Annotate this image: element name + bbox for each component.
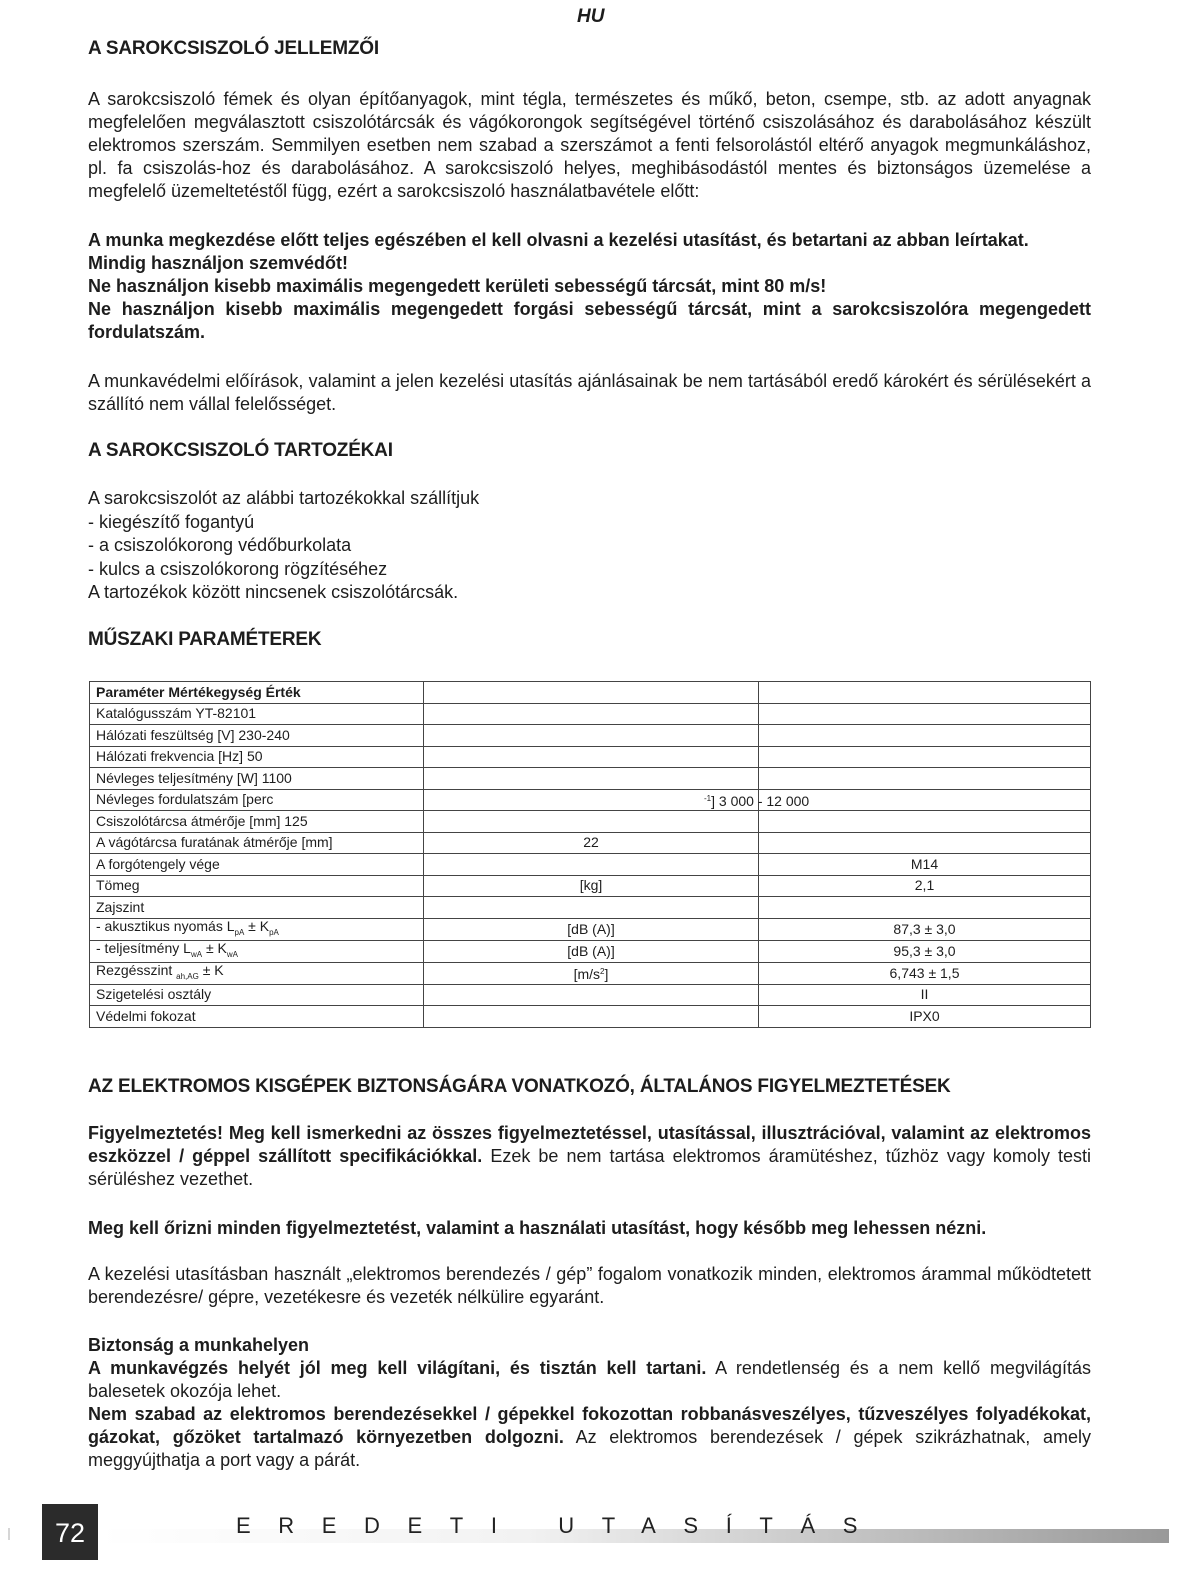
section-title-technical: MŰSZAKI PARAMÉTEREK xyxy=(88,629,322,650)
section-title-safety: AZ ELEKTROMOS KISGÉPEK BIZTONSÁGÁRA VONATKOZÓ, ÁLTALÁNOS FIGYELMEZTETÉSEK xyxy=(88,1076,951,1097)
warnings-block xyxy=(88,229,1091,344)
workplace-safety-block xyxy=(88,1334,1091,1472)
table-header-cell: Paraméter Mértékegység Érték xyxy=(90,682,424,704)
definition-paragraph: A kezelési utasításban használt „elektromos berendezés / gép” fogalom vonatkozik minden, elektromos árammal működtetett berendezésre/ gépre, vezetékesre és vezeték nélkülire egyaránt. xyxy=(88,1264,1091,1307)
workplace-lighting-paragraph: A munkavégzés helyét jól meg kell világítani, és tisztán kell tartani. A rendetlenség és a nem kellő megvilágítás balesetek okozója lehet. xyxy=(88,1358,1091,1401)
workplace-safety-title: Biztonság a munkahelyen xyxy=(88,1335,310,1355)
table-row: - teljesítmény $L_{wA} \pm K_{wA}$ [dB (A)] 95,3 ± 3,0 xyxy=(90,940,1091,962)
table-row: Rezgésszint $_{ah,AG}$ ± K $[m/s^2]$ 6,743 ± 1,5 xyxy=(90,962,1091,984)
explosive-environment-paragraph: Nem szabad az elektromos berendezésekkel / gépekkel fokozottan robbanásveszélyes, tűzveszélyes folyadékokat, gázokat, gőzöket tartalmazó környezetben dolgozni. Az elektromos berendezések / gépek szikrázhatnak, amely meggyújthatja a port vagy a párát. xyxy=(88,1404,1091,1470)
footer-original-instructions: EREDETI UTASÍTÁS xyxy=(236,1513,885,1538)
accessories-list xyxy=(88,487,479,605)
table-row: Védelmi fokozat IPX0 xyxy=(90,1006,1091,1028)
accessory-item: - a csiszolókorong védőburkolata xyxy=(88,535,352,555)
warning-eye-protection: Mindig használjon szemvédőt! xyxy=(88,253,349,273)
keep-instructions-paragraph: Meg kell őrizni minden figyelmeztetést, valamint a használati utasítást, hogy később meg lehessen nézni. xyxy=(88,1218,987,1238)
safety-warning-paragraph: Figyelmeztetés! Meg kell ismerkedni az összes figyelmeztetéssel, utasítással, illusztrációval, valamint az elektromos eszközzel / géppel szállított specifikációkkal. Ezek be nem tartása elektromos áramütéshez, tűzhöz vagy komoly testi sérüléshez vezethet. xyxy=(88,1123,1091,1189)
table-row: Szigetelési osztály II xyxy=(90,984,1091,1006)
table-row: A vágótárcsa furatának átmérője [mm] 22 xyxy=(90,832,1091,854)
section-title-accessories: A SAROKCSISZOLÓ TARTOZÉKAI xyxy=(88,440,393,461)
accessories-note: A tartozékok között nincsenek csiszolótárcsák. xyxy=(88,582,459,602)
table-row: Névleges teljesítmény [W] 1100 xyxy=(90,768,1091,790)
table-row: Katalógusszám YT-82101 xyxy=(90,703,1091,725)
warning-rotational-speed: Ne használjon kisebb maximális megengedett forgási sebességű tárcsát, mint a sarokcsiszolóra megengedett fordulatszám. xyxy=(88,299,1091,342)
technical-parameters-table xyxy=(89,681,1091,1028)
table-row: - akusztikus nyomás $L_{pA} \pm K_{pA}$ [dB (A)] 87,3 ± 3,0 xyxy=(90,918,1091,940)
table-row: Zajszint xyxy=(90,897,1091,919)
warning-peripheral-speed: Ne használjon kisebb maximális megengedett kerületi sebességű tárcsát, mint 80 m/s! xyxy=(88,276,827,296)
section-title-features: A SAROKCSISZOLÓ JELLEMZŐI xyxy=(88,38,379,59)
features-paragraph: A sarokcsiszoló fémek és olyan építőanyagok, mint tégla, természetes és műkő, beton, csempe, stb. az adott anyagnak megfelelően megválasztott csiszolótárcsák és vágókorongok segítségével történő csiszolásához és darabolásához készült elektromos szerszám. Semmilyen esetben nem szabad a szerszámot a fenti felsorolástól eltérő anyagok megmunkáláshoz, pl. fa csiszolás-hoz és darabolásához. A sarokcsiszoló helyes, meghibásodástól mentes és biztonságos üzemelése a megfelelő üzemeltetéstől függ, ezért a sarokcsiszoló használatbavétele előtt: xyxy=(88,89,1091,201)
accessory-item: - kiegészítő fogantyú xyxy=(88,511,255,532)
table-row: Hálózati frekvencia [Hz] 50 xyxy=(90,746,1091,768)
table-row: Tömeg [kg] 2,1 xyxy=(90,875,1091,897)
table-row: A forgótengely vége M14 xyxy=(90,854,1091,876)
table-row: Névleges fordulatszám [perc $^{-1}$] 3 000 - 12 000 xyxy=(90,789,1091,811)
page-number: 72 xyxy=(42,1504,98,1560)
table-header-row xyxy=(90,682,1091,704)
accessory-item: - kulcs a csiszolókorong rögzítéséhez xyxy=(88,558,388,579)
language-code: HU xyxy=(577,6,605,27)
accessories-intro: A sarokcsiszolót az alábbi tartozékokkal szállítjuk xyxy=(88,488,480,508)
table-row: Csiszolótárcsa átmérője [mm] 125 xyxy=(90,811,1091,833)
warning-read-manual: A munka megkezdése előtt teljes egészében el kell olvasni a kezelési utasítást, és betartani az abban leírtakat. xyxy=(88,230,1029,250)
edge-mark xyxy=(8,1528,10,1540)
liability-paragraph: A munkavédelmi előírások, valamint a jelen kezelési utasítás ajánlásainak be nem tartásából eredő károkért és sérülésekért a szállító nem vállal felelősséget. xyxy=(88,371,1091,414)
table-row: Hálózati feszültség [V] 230-240 xyxy=(90,725,1091,747)
